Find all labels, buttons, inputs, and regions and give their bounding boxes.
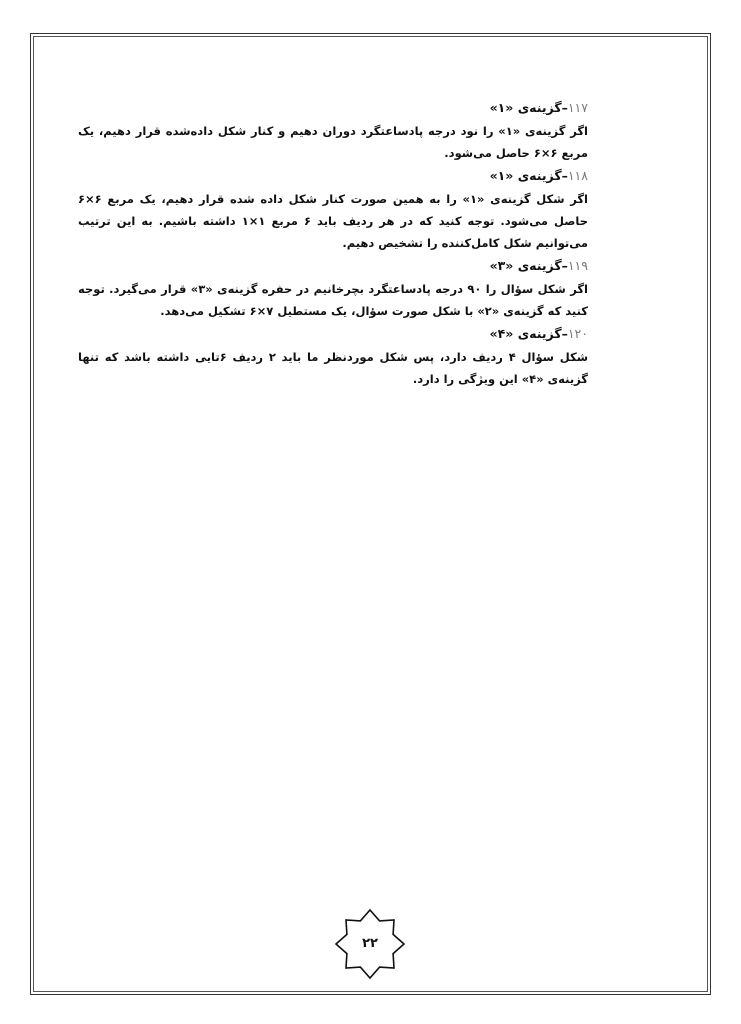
answer-option: گزینه‌ی «۱» (489, 100, 562, 115)
answer-number: ۱۱۸ (567, 168, 588, 183)
answer-number: ۱۱۹ (567, 258, 588, 273)
answer-heading: ۱۱۹–گزینه‌ی «۳» (489, 258, 588, 273)
answer-option: گزینه‌ی «۳» (489, 258, 562, 273)
answer-explanation: شکل سؤال ۴ ردیف دارد، پس شکل موردنظر ما باید ۲ ردیف ۶تایی داشته باشد که تنها گزینه‌ی «۴» این ویژگی را دارد. (78, 350, 588, 386)
answer-heading: ۱۲۰–گزینه‌ی «۴» (489, 326, 588, 341)
answer-number: ۱۱۷ (567, 100, 588, 115)
answer-explanation: اگر شکل سؤال را ۹۰ درجه پادساعتگرد بچرخانیم در حفره گزینه‌ی «۳» قرار می‌گیرد. توجه کنید که گزینه‌ی «۲» با شکل صورت سؤال، یک مستطیل ۷×۶ تشکیل می‌دهد. (78, 282, 589, 318)
answer-number: ۱۲۰ (567, 326, 588, 341)
page-number-badge (334, 908, 406, 980)
answer-explanation: اگر گزینه‌ی «۱» را نود درجه پادساعتگرد دوران دهیم و کنار شکل داده‌شده قرار دهیم، یک مربع ۶×۶ حاصل می‌شود. (78, 124, 588, 160)
answer-option: گزینه‌ی «۱» (489, 168, 562, 183)
page-number: ۲۲ (362, 936, 378, 951)
answer-option: گزینه‌ی «۴» (489, 326, 562, 341)
answer-heading: ۱۱۷–گزینه‌ی «۱» (489, 100, 588, 115)
answer-list (78, 96, 588, 390)
answer-explanation: اگر شکل گزینه‌ی «۱» را به همین صورت کنار شکل داده شده قرار دهیم، یک مربع ۶×۶ حاصل می‌شود. توجه کنید که در هر ردیف باید ۶ مربع ۱×۱ داشته باشیم. به این ترتیب می‌توانیم شکل کامل‌کننده را تشخیص دهیم. (78, 192, 588, 250)
answer-heading: ۱۱۸–گزینه‌ی «۱» (489, 168, 588, 183)
